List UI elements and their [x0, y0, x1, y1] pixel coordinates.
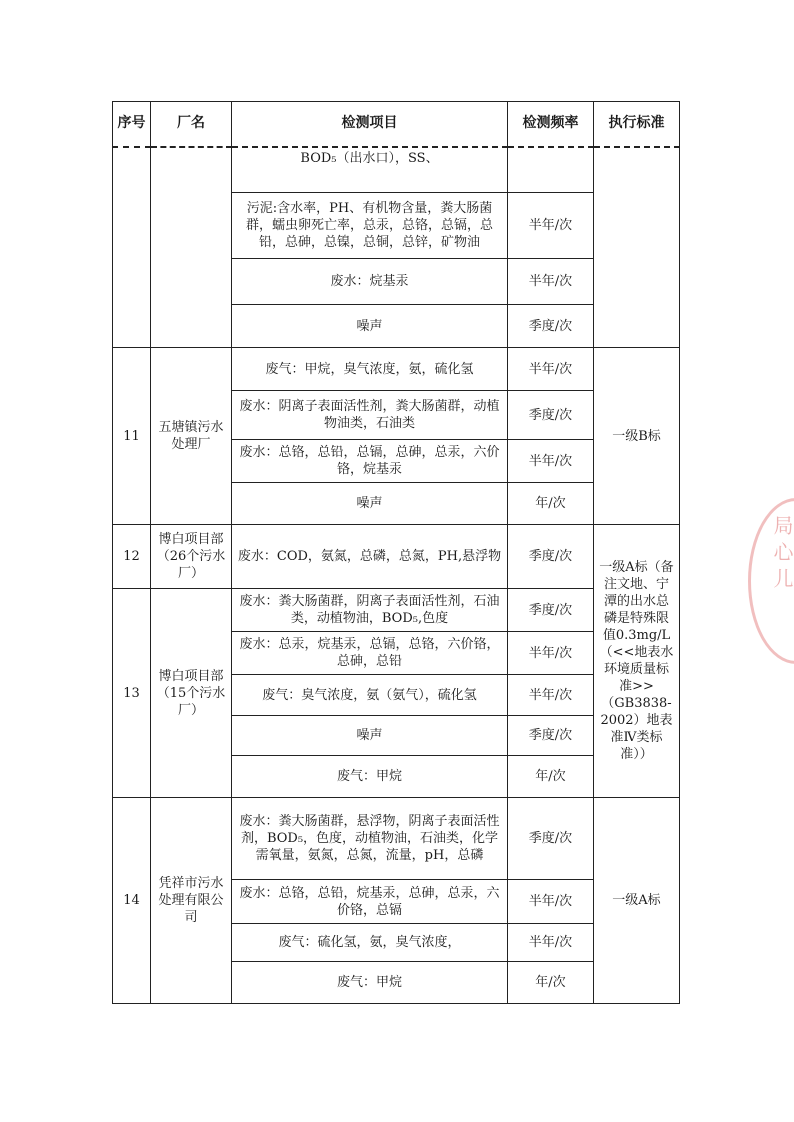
- items-cell: BOD₅（出水口），SS、: [232, 147, 508, 193]
- items-cell: 污泥:含水率，PH、有机物含量，粪大肠菌群，蠕虫卵死亡率，总汞，总铬，总镉，总铅，总砷，总镍，总铜，总锌，矿物油: [232, 193, 508, 259]
- items-cell: 废气：臭气浓度，氨（氨气），硫化氢: [232, 675, 508, 716]
- stamp-text: 局 心 儿: [770, 515, 794, 588]
- plant-cell: 博白项目部（15个污水厂）: [151, 589, 232, 798]
- items-cell: 废水：总铬，总铅，烷基汞，总砷，总汞，六价铬，总镉: [232, 880, 508, 924]
- frequency-cell: 季度/次: [508, 589, 594, 632]
- frequency-cell: 季度/次: [508, 716, 594, 756]
- frequency-cell: 季度/次: [508, 391, 594, 440]
- items-cell: 废水：粪大肠菌群，阴离子表面活性剂，石油类，动植物油，BOD₅,色度: [232, 589, 508, 632]
- frequency-cell: 半年/次: [508, 880, 594, 924]
- header-standard: 执行标准: [594, 102, 680, 147]
- header-plant: 厂名: [151, 102, 232, 147]
- plant-cell: 博白项目部（26个污水厂）: [151, 525, 232, 589]
- frequency-cell: 半年/次: [508, 675, 594, 716]
- items-cell: 废水：总汞，烷基汞，总镉，总铬，六价铬，总砷，总铅: [232, 632, 508, 675]
- items-cell: 废水：总铬，总铅，总镉，总砷，总汞，六价铬，烷基汞: [232, 440, 508, 483]
- seq-cell: 12: [113, 525, 151, 589]
- frequency-cell: [508, 147, 594, 193]
- frequency-cell: 半年/次: [508, 924, 594, 962]
- plant-cell: 凭祥市污水处理有限公司: [151, 798, 232, 1004]
- items-cell: 废水：烷基汞: [232, 259, 508, 305]
- plant-cell: 五塘镇污水处理厂: [151, 348, 232, 525]
- table-row: [113, 348, 680, 391]
- frequency-cell: 半年/次: [508, 440, 594, 483]
- frequency-cell: 半年/次: [508, 193, 594, 259]
- frequency-cell: 季度/次: [508, 525, 594, 589]
- frequency-cell: 半年/次: [508, 259, 594, 305]
- table-header-row: [113, 102, 680, 147]
- header-items: 检测项目: [232, 102, 508, 147]
- frequency-cell: 年/次: [508, 756, 594, 798]
- items-cell: 废气：甲烷: [232, 756, 508, 798]
- frequency-cell: 半年/次: [508, 348, 594, 391]
- items-cell: 废气：甲烷，臭气浓度，氨，硫化氢: [232, 348, 508, 391]
- items-cell: 废水：粪大肠菌群，悬浮物，阴离子表面活性剂，BOD₅，色度，动植物油，石油类，化学需氧量，氨氮，总氮，流量，pH，总磷: [232, 798, 508, 880]
- seq-cell: [113, 147, 151, 348]
- table-row: [113, 525, 680, 589]
- plant-cell: [151, 147, 232, 348]
- frequency-cell: 年/次: [508, 483, 594, 525]
- frequency-cell: 季度/次: [508, 798, 594, 880]
- standard-cell: 一级A标（备注文地、宁潭的出水总磷是特殊限值0.3mg/L（<<地表水环境质量标准>>（GB3838-2002）地表准Ⅳ类标准））: [594, 525, 680, 798]
- standard-cell: 一级B标: [594, 348, 680, 525]
- frequency-cell: 季度/次: [508, 305, 594, 348]
- frequency-cell: 年/次: [508, 962, 594, 1004]
- standard-cell: 一级A标: [594, 798, 680, 1004]
- items-cell: 噪声: [232, 305, 508, 348]
- header-frequency: 检测频率: [508, 102, 594, 147]
- items-cell: 噪声: [232, 483, 508, 525]
- items-cell: 废水：阴离子表面活性剂，粪大肠菌群，动植物油类，石油类: [232, 391, 508, 440]
- standard-cell: [594, 147, 680, 348]
- table-row: [113, 147, 680, 193]
- seq-cell: 11: [113, 348, 151, 525]
- header-seq: 序号: [113, 102, 151, 147]
- items-cell: 废气：甲烷: [232, 962, 508, 1004]
- items-cell: 废气：硫化氢，氨，臭气浓度，: [232, 924, 508, 962]
- monitoring-table: [112, 101, 680, 1004]
- seq-cell: 13: [113, 589, 151, 798]
- items-cell: 噪声: [232, 716, 508, 756]
- seq-cell: 14: [113, 798, 151, 1004]
- table-row: [113, 798, 680, 880]
- frequency-cell: 半年/次: [508, 632, 594, 675]
- items-cell: 废水：COD，氨氮，总磷，总氮，PH,悬浮物: [232, 525, 508, 589]
